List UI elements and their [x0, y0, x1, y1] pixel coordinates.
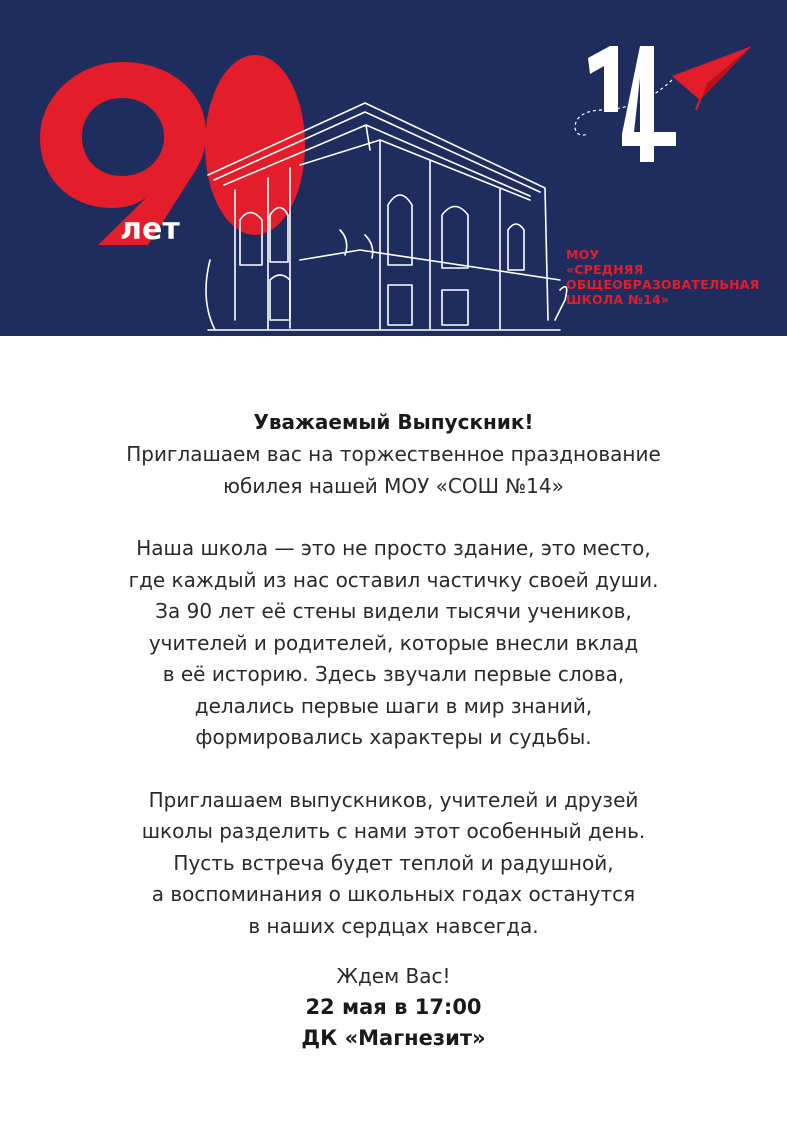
anniversary-word: лет	[120, 212, 180, 247]
text-line: Наша школа — это не просто здание, это место,	[136, 536, 651, 560]
greeting-heading: Уважаемый Выпускник!	[253, 410, 534, 434]
call-paragraph	[0, 785, 787, 943]
text-line: Пусть встреча будет теплой и радушной,	[173, 850, 614, 875]
event-venue: ДК «Магнезит»	[301, 1026, 486, 1050]
school-name	[566, 247, 760, 307]
text-line: в её историю. Здесь звучали первые слова,	[162, 662, 625, 686]
intro-paragraph	[0, 439, 787, 502]
text-line: За 90 лет её стены видели тысячи учеников,	[155, 599, 632, 623]
invitation-text	[0, 405, 787, 1054]
text-line: а воспоминания о школьных годах останутся	[151, 882, 636, 906]
story-paragraph	[0, 533, 787, 754]
header-banner	[0, 0, 787, 336]
event-datetime: 22 мая в 17:00	[305, 995, 482, 1019]
text-line: Приглашаем выпускников, учителей и друзей	[148, 787, 639, 812]
text-line: юбилея нашей МОУ «СОШ №14»	[223, 473, 564, 498]
closing-line: Ждем Вас!	[336, 964, 451, 988]
text-line: делались первые шаги в мир знаний,	[194, 693, 593, 718]
text-line: Приглашаем вас на торжественное празднование	[126, 442, 661, 466]
school-name-line: ОБЩЕОБРАЗОВАТЕЛЬНАЯ	[566, 277, 760, 292]
school-name-line: МОУ	[566, 247, 600, 262]
text-line: школы разделить с нами этот особенный день.	[141, 819, 646, 843]
school-14-logo	[588, 46, 676, 162]
school-name-line: ШКОЛА №14»	[566, 292, 670, 307]
school-name-line: «СРЕДНЯЯ	[566, 262, 644, 277]
text-line: где каждый из нас оставил частичку своей души.	[128, 567, 659, 592]
text-line: формировались характеры и судьбы.	[195, 725, 592, 749]
text-line: в наших сердцах навсегда.	[248, 913, 539, 938]
text-line: учителей и родителей, которые внесли вклад	[148, 630, 639, 655]
